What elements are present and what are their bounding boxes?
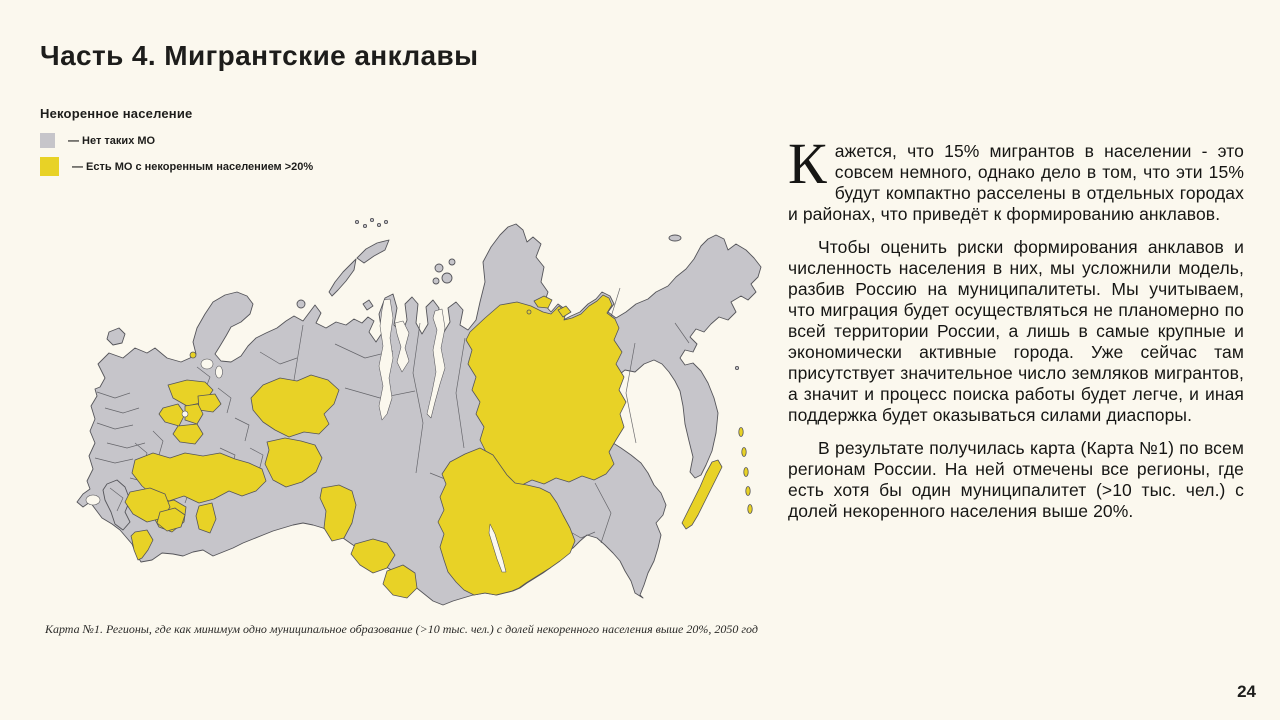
franz-josef-island [370,218,373,221]
kaliningrad-region [107,328,125,345]
novaya-zemlya-south [329,259,356,296]
severnaya-zemlya-island [435,264,443,272]
kuril-island [746,487,750,496]
vaygach-island [363,300,373,310]
severnaya-zemlya-island [442,273,452,283]
legend-swatch-gray [40,133,55,148]
paragraph-2: Чтобы оценить риски формирования анклавов и численность населения в них, мы усложнили модель, разбив Россию на муниципалитеты. Мы учитываем, что миграция будет осуществляться не планомерно по всей территории России, а лишь в самые крупные и экономически активные города. Уже сейчас там присутствует значительное число земляков мигрантов, а значит и процесс поиска работы будет легче, и иная поддержка будет оказываться силами диаспоры. [788,237,1244,425]
legend-item-has-mo [40,157,313,176]
region-saint-petersburg [190,352,196,358]
kolguev-island [297,300,305,308]
kuril-island [739,428,743,437]
drop-cap: К [788,131,827,196]
wrangel-island [669,235,681,241]
map-legend [40,106,313,185]
russia-map-svg [35,192,780,624]
legend-label: — Нет таких МО [68,134,156,147]
page-title: Часть 4. Мигрантские анклавы [40,40,479,71]
russia-map [35,192,780,624]
kuril-island [744,468,748,477]
article-text [788,131,1244,534]
page-number: 24 [1237,682,1256,701]
franz-josef-island [377,223,380,226]
legend-item-no-mo [40,133,313,148]
legend-swatch-yellow [40,157,59,176]
severnaya-zemlya-island [449,259,455,265]
severnaya-zemlya-island [433,278,439,284]
moscow-city-marker [182,411,188,417]
franz-josef-island [363,224,366,227]
legend-title: Некоренное население [40,106,193,121]
commander-island [735,366,738,369]
gulf-of-ob [379,299,393,420]
paragraph-1 [788,131,1244,225]
new-siberian-island [527,310,531,314]
legend-label: — Есть МО с некоренным населением >20% [72,160,314,173]
paragraph-3: В результате получилась карта (Карта №1) по всем регионам России. На ней отмечены все регионы, где есть хотя бы один муниципалитет (>10 тыс. чел.) с долей некоренного населения выше 20%. [788,438,1244,521]
franz-josef-island [384,220,387,223]
sea-of-azov [86,495,100,505]
novaya-zemlya-north [357,240,389,263]
lake-onega [216,366,223,378]
paragraph-1-text: ажется, что 15% мигрантов в населении - это совсем немного, однако дело в том, что эти 15% будут компактно расселены в отдельных городах и районах, что приведёт к формированию анклавов. [788,141,1244,224]
kuril-island [748,505,752,514]
lake-ladoga [201,359,213,369]
map-caption: Карта №1. Регионы, где как минимум одно муниципальное образование (>10 тыс. чел.) с долей некоренного населения выше 20%, 2050 год [45,622,758,636]
franz-josef-island [355,220,358,223]
kuril-island [742,448,746,457]
